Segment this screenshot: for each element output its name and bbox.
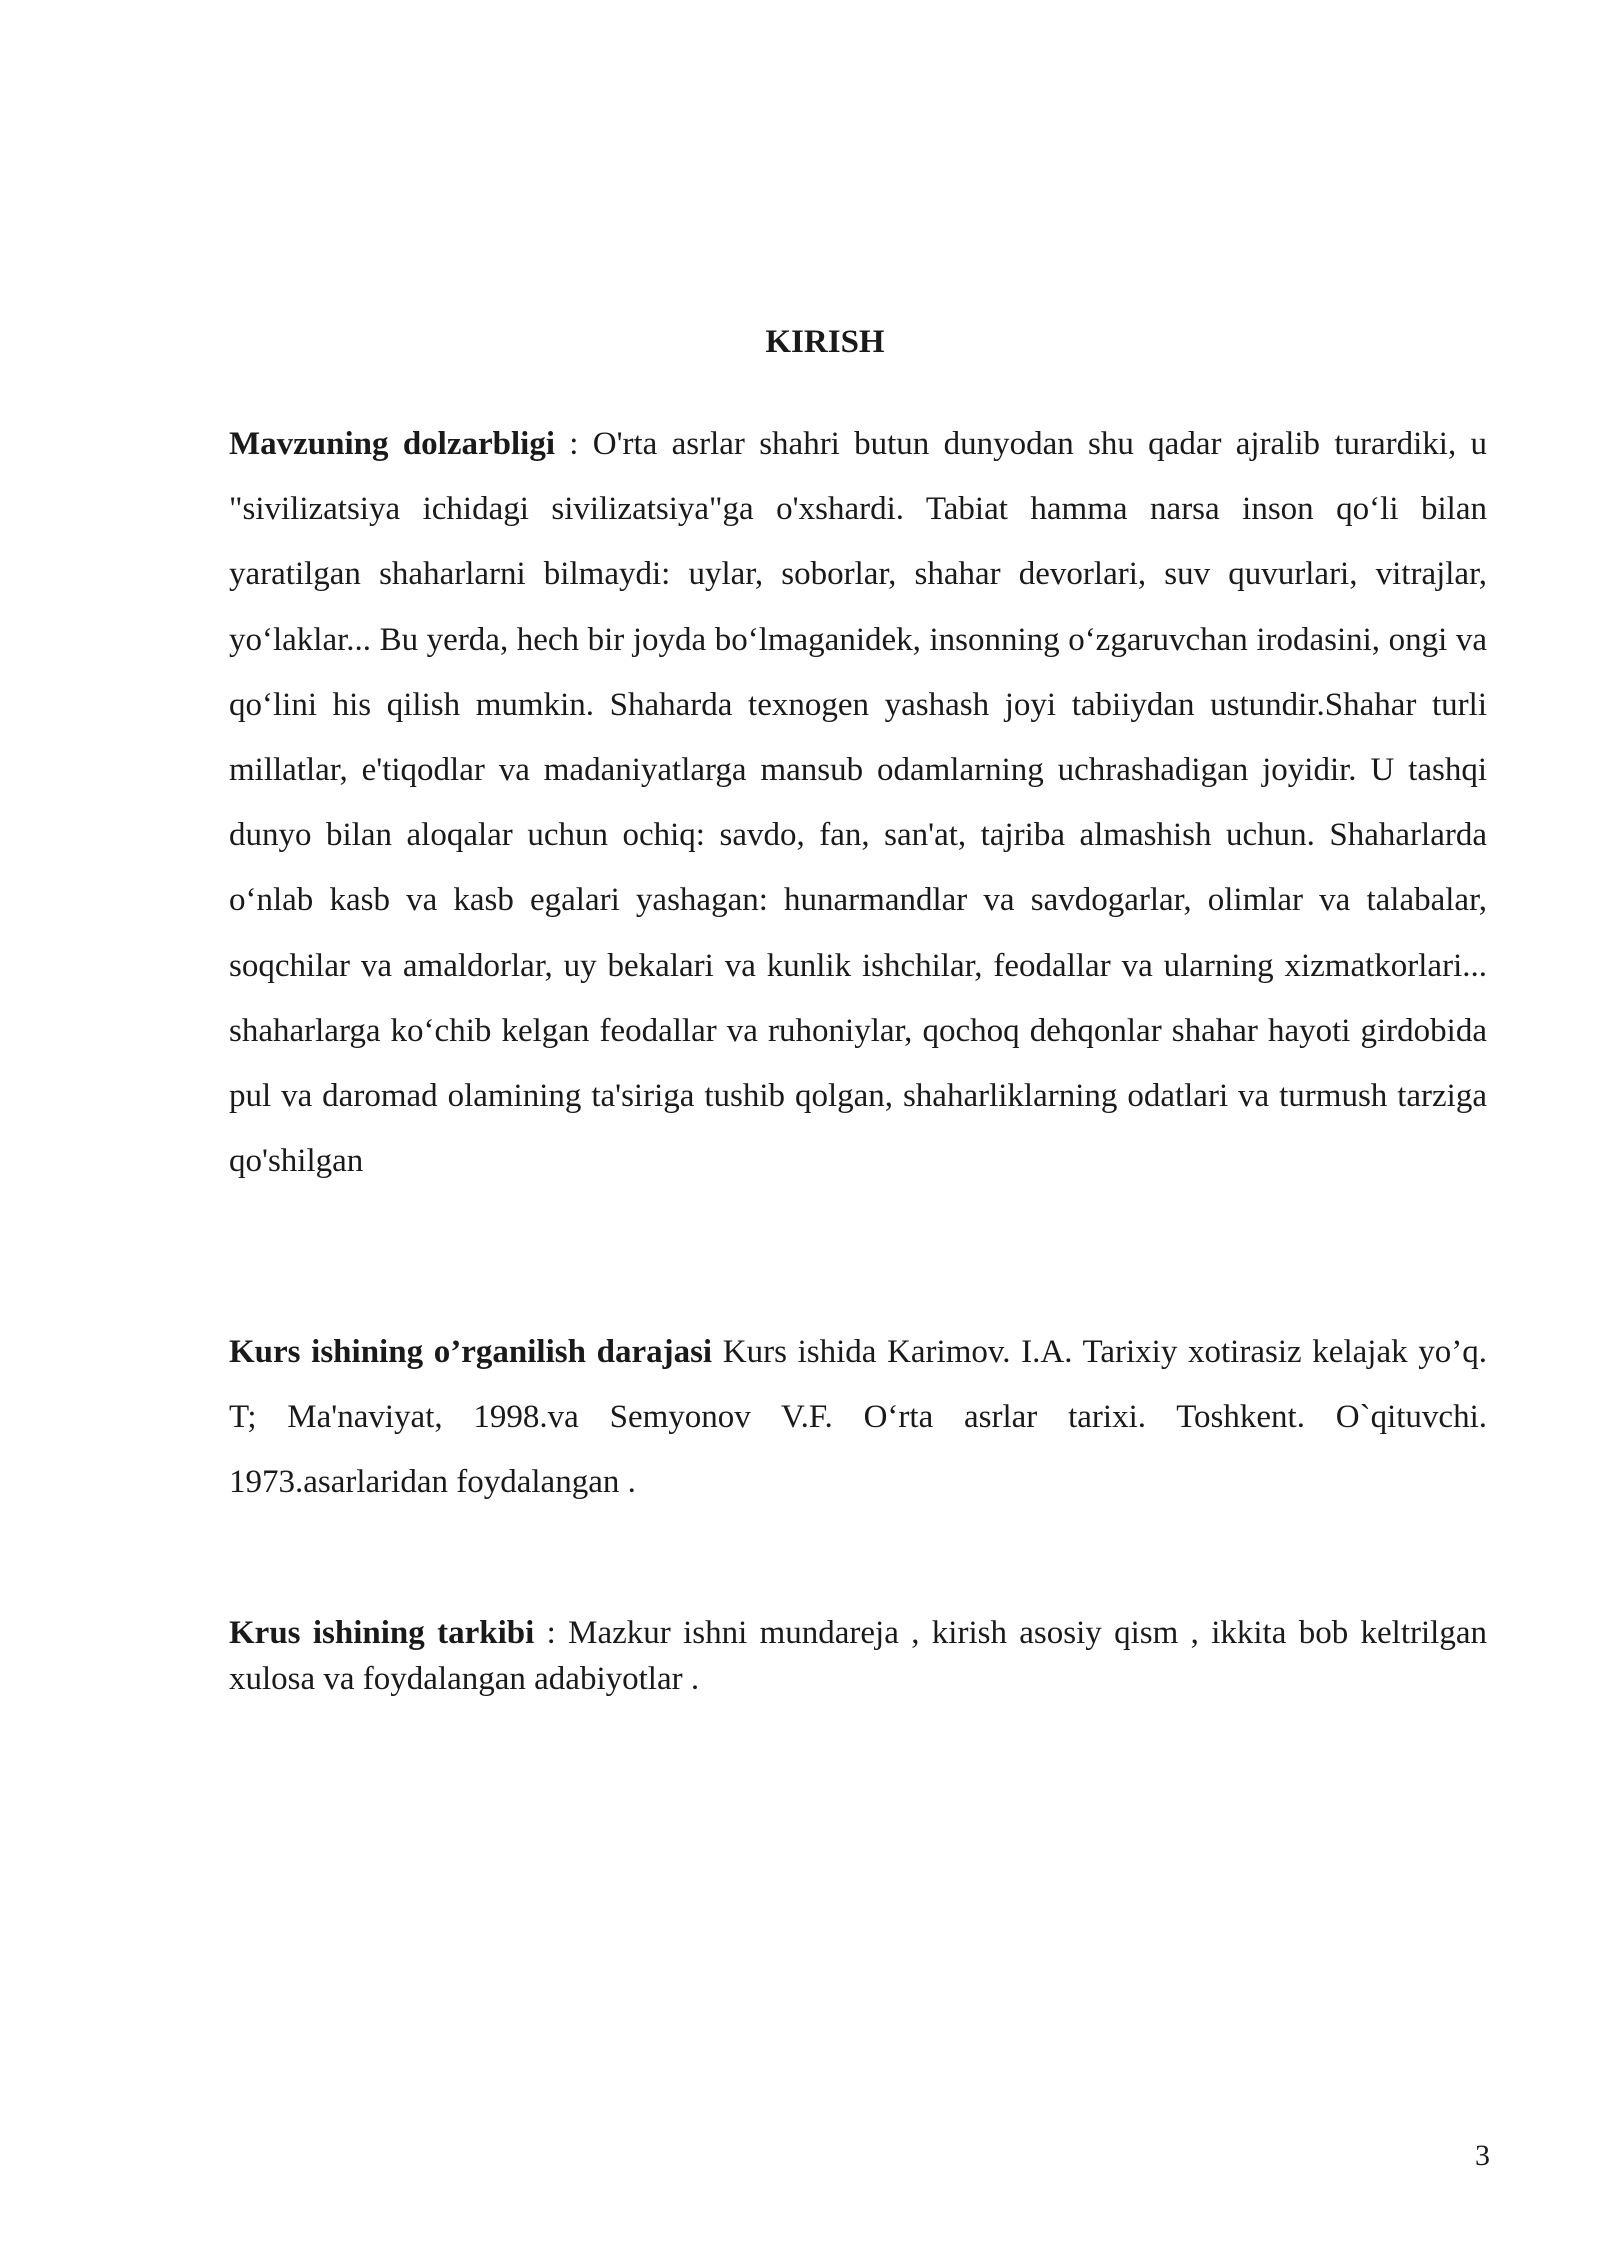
page-title: KIRISH bbox=[765, 324, 885, 360]
section-text-relevance: : O'rta asrlar shahri butun dunyodan shu qadar ajralib turardiki, u "sivilizatsiya ichidagi sivilizatsiya"ga o'xshardi. Tabiat hamma narsa inson qo‘li bilan yaratilgan shaharlarni bilmaydi: uylar, soborlar, shahar devorlari, suv quvurlari, vitrajlar, yo‘laklar... Bu yerda, hech bir joyda bo‘lmaganidek, insonning o‘zgaruvchan irodasini, ongi va qo‘lini his qilish mumkin. Shaharda texnogen yashash joyi tabiiydan ustundir.Shahar turli millatlar, e'tiqodlar va madaniyatlarga mansub odamlarning uchrashadigan joyidir. U tashqi dunyo bilan aloqalar uchun ochiq: savdo, fan, san'at, tajriba almashish uchun. Shaharlarda o‘nlab kasb va kasb egalari yashagan: hunarmandlar va savdogarlar, olimlar va talabalar, soqchilar va amaldorlar, uy bekalari va kunlik ishchilar, feodallar va ularning xizmatkorlari... shaharlarga ko‘chib kelgan feodallar va ruhoniylar, qochoq dehqonlar shahar hayoti girdobida pul va daromad olamining ta'siriga tushib qolgan, shaharliklarning odatlari va turmush tarziga qo'shilgan bbox=[229, 426, 1487, 1180]
paragraph-structure bbox=[229, 1610, 1487, 1702]
section-text-study-degree: Kurs ishida Karimov. I.A. Tarixiy xotirasiz kelajak yo’q. T; Ma'naviyat, 1998.va Semyonov V.F. O‘rta asrlar tarixi. Toshkent. O`qituvchi. 1973.asarlaridan foydalangan . bbox=[229, 1334, 1487, 1501]
section-heading-structure: Krus ishining tarkibi bbox=[229, 1615, 535, 1651]
paragraph-study-degree bbox=[229, 1320, 1487, 1516]
page-number: 3 bbox=[1475, 2139, 1490, 2172]
paragraph-relevance bbox=[229, 412, 1487, 1194]
section-heading-relevance: Mavzuning dolzarbligi bbox=[229, 426, 555, 462]
section-text-structure: : Mazkur ishni mundareja , kirish asosiy qism , ikkita bob keltrilgan xulosa va foydalangan adabiyotlar . bbox=[229, 1615, 1487, 1697]
section-heading-study-degree: Kurs ishining o’rganilish darajasi bbox=[229, 1334, 713, 1370]
